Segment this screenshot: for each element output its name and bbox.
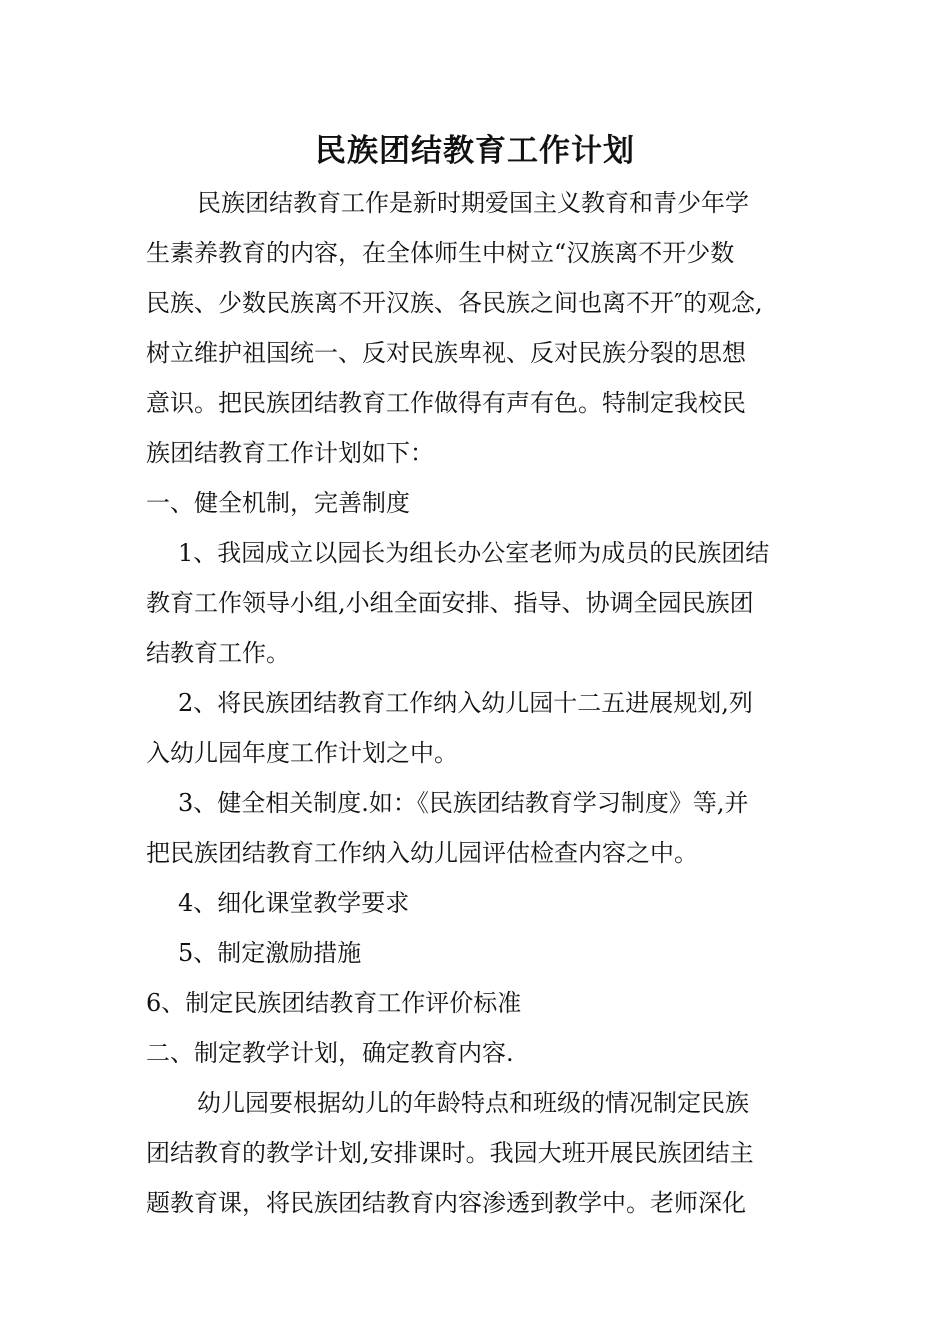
body-line: 树立维护祖国统一、反对民族卑视、反对民族分裂的思想 xyxy=(146,339,746,367)
document-title: 民族团结教育工作计划 xyxy=(315,133,635,169)
body-line: 生素养教育的内容，在全体师生中树立“汉族离不开少数 xyxy=(146,239,735,267)
body-line: 结教育工作。 xyxy=(146,639,290,667)
body-line: 把民族团结教育工作纳入幼儿园评估检查内容之中。 xyxy=(146,839,698,867)
list-item: 6、制定民族团结教育工作评价标准 xyxy=(146,989,522,1017)
list-item: 4、细化课堂教学要求 xyxy=(178,889,410,917)
body-line: 幼儿园要根据幼儿的年龄特点和班级的情况制定民族 xyxy=(197,1089,749,1117)
list-item: 1、我园成立以园长为组长办公室老师为成员的民族团结 xyxy=(178,539,770,567)
body-line: 题教育课，将民族团结教育内容渗透到教学中。老师深化 xyxy=(146,1189,746,1217)
section-heading: 一、健全机制，完善制度 xyxy=(146,489,410,517)
list-item: 3、健全相关制度.如：《民族团结教育学习制度》等,并 xyxy=(178,789,749,817)
section-heading: 二、制定教学计划，确定教育内容. xyxy=(146,1039,514,1067)
body-line: 入幼儿园年度工作计划之中。 xyxy=(146,739,458,767)
body-line: 族团结教育工作计划如下： xyxy=(146,439,434,467)
body-line: 意识。把民族团结教育工作做得有声有色。特制定我校民 xyxy=(146,389,746,417)
list-item: 2、将民族团结教育工作纳入幼儿园十二五进展规划,列 xyxy=(178,689,753,717)
body-line: 民族、少数民族离不开汉族、各民族之间也离不开″的观念, xyxy=(146,289,763,317)
list-item: 5、制定激励措施 xyxy=(178,939,362,967)
body-line: 民族团结教育工作是新时期爱国主义教育和青少年学 xyxy=(197,189,749,217)
body-line: 团结教育的教学计划,安排课时。我园大班开展民族团结主 xyxy=(146,1139,754,1167)
body-line: 教育工作领导小组,小组全面安排、指导、协调全园民族团 xyxy=(146,589,754,617)
